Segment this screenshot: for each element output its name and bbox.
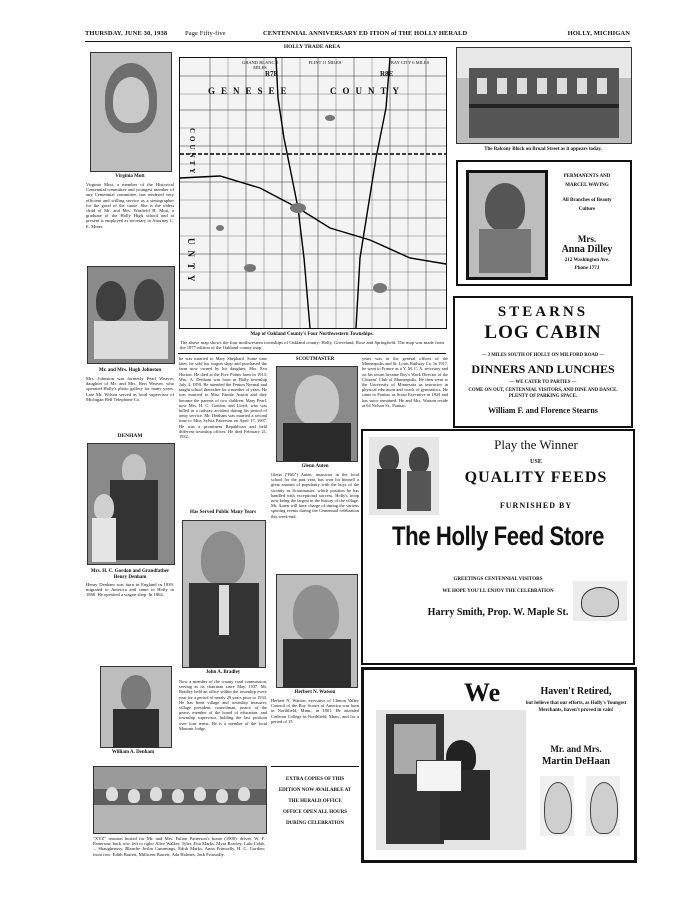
dilley-phone: Phone 177J <box>574 266 600 271</box>
xyz-reunion-photo <box>93 766 267 834</box>
hen-illustration <box>573 581 627 621</box>
furnished-by: FURNISHED BY <box>499 501 573 510</box>
dilley-ad-services <box>548 172 626 214</box>
extra-line-4: OFFICE OPEN ALL HOURS <box>282 810 348 815</box>
johnston-caption-title: Mr. and Mrs. Hugh Johnston <box>98 368 162 373</box>
map-label-flint: FLINT 11 MILES <box>308 60 342 65</box>
feed-use: USE <box>530 459 542 465</box>
musicians-illustration <box>369 437 439 515</box>
feed-hope: WE HOPE YOU'LL ENJOY THE CELEBRATION <box>442 589 554 594</box>
map-label-genesee: GENESEE <box>208 86 293 96</box>
baby-illustration-left <box>540 776 574 836</box>
header-place: HOLLY, MICHIGAN <box>567 30 630 37</box>
gordon-denham-photo <box>87 443 175 565</box>
feed-proprietor: Harry Smith, Prop. W. Maple St. <box>427 607 569 618</box>
holly-feed-store-name: The Holly Feed Store <box>391 521 605 551</box>
herbert-watson-photo <box>276 574 358 688</box>
scoutmaster-heading: SCOUTMASTER <box>295 357 335 362</box>
virginia-mott-photo <box>90 52 172 172</box>
holly-trade-area-map <box>179 57 447 329</box>
map-description: The above map shows the four northwestern townships of Oakland county: Holly, Groveland, Rose and Springfield. The map was made from the 1877 edition of the Oakland county map. <box>180 340 444 351</box>
william-denham-photo <box>100 666 172 748</box>
bradley-caption: John A. Bradley <box>205 670 241 675</box>
extra-line-2: EDITION NOW AVAILABLE AT <box>278 788 352 793</box>
reunion-caption: "XYZ" reunion hosted for Mr. and Mrs. Fulton Patterson's home (1900): driver, W. F. Patterson; back row, left to right: Alice Walker, Tyler, Etta Marks, Myra Rowley, Lulu Cobb, ... Shaughnessy, Blanche Joslin Cummings, Edith Marks, Anna Frinsodly, H. C. Gordon; front row: Edith Barrett, Millicent Barrett, Ada Holmes, Jack Frinsodly. <box>93 836 265 857</box>
map-label-vertical-unty: UNTY <box>186 238 196 288</box>
desk-illustration <box>376 710 526 850</box>
denham-heading: DENHAM <box>117 433 143 439</box>
map-label-r7e: R7E <box>265 70 279 78</box>
john-bradley-photo <box>182 520 266 668</box>
stearns-come-on: COME ON OUT, CENTENNIAL VISITORS, AND DINE AND DANCE. PLENTY OF PARKING SPACE. <box>468 388 618 399</box>
johnston-caption-body: Mrs. Johnston was formerly Pearl Weaver, daughter of Mr. and Mrs. Bert Weaver, who operated Holly's photo gallery for many years. Late Mr. Wilson served as local supervisor of Michigan Bell Telephone Co. <box>86 376 174 402</box>
watson-continued-text: years was in the general offices of the Minneapolis and St. Louis Railway Co. In 1917, he went to France as a Y. M. C. A. secretary and on his return became Boy's Work Director of the Citizens' Club of Minneapolis. He then went to the University of Minnesota as instructor in physical education and coach of gymnastics. He came to Pontiac as Scout Executive in 1924 and has since remained. He and Mrs. Watson reside at 64 Nelson St., Pontiac. <box>362 356 448 408</box>
map-label-r8e: R8E <box>380 70 394 78</box>
header-rule <box>85 41 630 42</box>
dilley-ad-portrait <box>466 170 548 280</box>
dilley-line-3: All Branches of Beauty <box>562 198 612 203</box>
extra-line-1: EXTRA COPIES OF THIS <box>285 777 345 782</box>
balcony-caption: The Balcony Block on Broad Street as it appears today. <box>484 147 602 152</box>
watson-caption: Herbert N. Watson <box>294 690 336 695</box>
log-cabin-title: LOG CABIN <box>484 322 602 343</box>
extra-line-5: DURING CELEBRATION <box>285 821 345 826</box>
baby-illustration-right <box>586 776 620 836</box>
map-graphic <box>180 58 446 328</box>
auten-caption: Glenn Auten <box>301 464 329 469</box>
dilley-line-2: MARCEL WAVING <box>565 183 609 188</box>
map-caption: Map of Oakland County's Four Northwestern Townships. <box>250 332 374 337</box>
stearns-owners: William F. and Florence Stearns <box>488 406 598 415</box>
watson-text: Herbert N. Watson, executive of Clinton Valley Council of the Boy Scouts of America was born in Northfield, Minn., in 1881. He attended Carleton College in Northfield, Minn., and for a period of 15 <box>271 698 359 724</box>
stearns-parties: — WE CATER TO PARTIES — <box>509 380 577 385</box>
extra-line-3: THE HERALD OFFICE <box>288 799 342 804</box>
balcony-block-photo <box>456 47 632 144</box>
denham-caption: William A. Denham <box>111 750 155 755</box>
dilley-mrs: Mrs. <box>577 234 597 244</box>
served-heading: Has Served Public Many Years <box>190 510 256 515</box>
header-date: THURSDAY, JUNE 30, 1938 <box>85 30 168 37</box>
map-label-county: COUNTY <box>330 86 406 96</box>
extra-top-rule <box>271 766 359 767</box>
mott-caption-body: Virginia Mott, a member of the Historical Centennial committee and youngest member of any Centennial committee, has rendered very efficient and willing service as a stenographer for the good of the cause. She is the oldest child of Mr. and Mrs. Winfield H. Mott, a graduate of the Holly High school and at present is employed as secretary to Attorney C. E. Miner. <box>86 182 174 229</box>
stearns-title: STEARNS <box>497 304 589 320</box>
map-label-grand-blanc: GRAND BLANC 3 MILES <box>242 60 278 70</box>
we-heading: We <box>464 678 501 707</box>
play-the-winner: Play the Winner <box>494 437 578 452</box>
map-heading: HOLLY TRADE AREA <box>283 44 341 50</box>
feed-greetings: GREETINGS CENTENNIAL VISITORS <box>453 577 543 582</box>
dinners-lunches: DINNERS AND LUNCHES <box>471 362 615 376</box>
dehaan-ad <box>361 667 637 863</box>
map-label-vertical-county: COUNTY <box>188 128 196 177</box>
dilley-address: 212 Washington Ave. <box>564 258 610 263</box>
stearns-location: — 3 MILES SOUTH OF HOLLY ON MILFORD ROAD — <box>481 353 605 358</box>
dilley-name: Anna Dilley <box>561 244 613 255</box>
auten-text: Glenn ("Bill") Auten, instructor in the local school for the past year, has won for himself a great amount of popularity with the boys of the vicinity as Scoutmaster, which position he has handled with exceptional success. Holly's troop now being the largest in the history of the village. Mr. Auten will have charge of timing the various sporting events during the Centennial celebration this week-end. <box>271 472 359 519</box>
header-title: CENTENNIAL ANNIVERSARY ED ITION of THE HOLLY HERALD <box>263 30 468 37</box>
bradley-text: Now a member of the county road commission, serving as its chairman since May, 1937, Mr. Bradley held an office within the township every year for a period of nearly 29 years prior to 1933. He has been village and township treasurer, village president, councilman, justice of the peace, member of the board of education, and township supervisor, holding the last position over four terms. He is a member of the local Masonic lodge. <box>179 679 267 731</box>
dilley-line-4: Culture <box>578 207 596 212</box>
gordon-caption-body: Henry Denham was born in England in 1839, migrated to America and came to Holly in 1868. He operated a wagon shop. In 1864, <box>86 582 174 598</box>
dehaan-name: Martin DeHaan <box>541 756 611 767</box>
map-label-bay-city: BAY CITY 6 MILES <box>390 60 430 65</box>
dehaan-message: but believe that our efforts, as Holly's Youngest Merchants, haven't proved in vain! <box>525 701 627 713</box>
denham-continued-text: he was married to Mary Shephard. Some time later, he sold his wagon shop and purchased the farm now owned by his daughter, Mrs. Eva Horton. He died at the Five Points farm in 1913. Wm. A. Denham was born in Holly township July 4, 1859. He attended the Fenton Normal and taught school thereafter for a number of years. He was married to Miss Fannie Austin and they became the parents of two children: Mary Pearl, now Mrs. H. C. Gordon, and Lloyd, who was killed in a railway accident during his period of army service. Mr. Denham was married a second time to Miss Sylvia Patterson on April 17, 1907. He was a prominent Republican and held different township offices. He died February 21, 1932. <box>179 356 267 440</box>
extra-copies-notice <box>271 774 359 829</box>
stearns-log-cabin-ad <box>453 296 633 428</box>
mott-caption-title: Virginia Mott <box>115 174 145 179</box>
gordon-caption-title: Mrs. H. C. Gordon and Grandfather Henry Denham <box>90 569 170 580</box>
holly-feed-store-ad <box>361 429 635 665</box>
dilley-ad <box>456 160 632 286</box>
map-bottom-rule <box>178 353 446 354</box>
johnston-couple-photo <box>87 266 175 364</box>
quality-feeds: QUALITY FEEDS <box>464 469 608 486</box>
header-page: Page Fifty-five <box>185 30 226 37</box>
dehaan-mr-mrs: Mr. and Mrs. <box>550 744 602 754</box>
glenn-auten-photo <box>276 366 358 462</box>
dilley-line-1: PERMANENTS AND <box>563 174 611 179</box>
havent-retired: Haven't Retired, <box>540 686 612 697</box>
